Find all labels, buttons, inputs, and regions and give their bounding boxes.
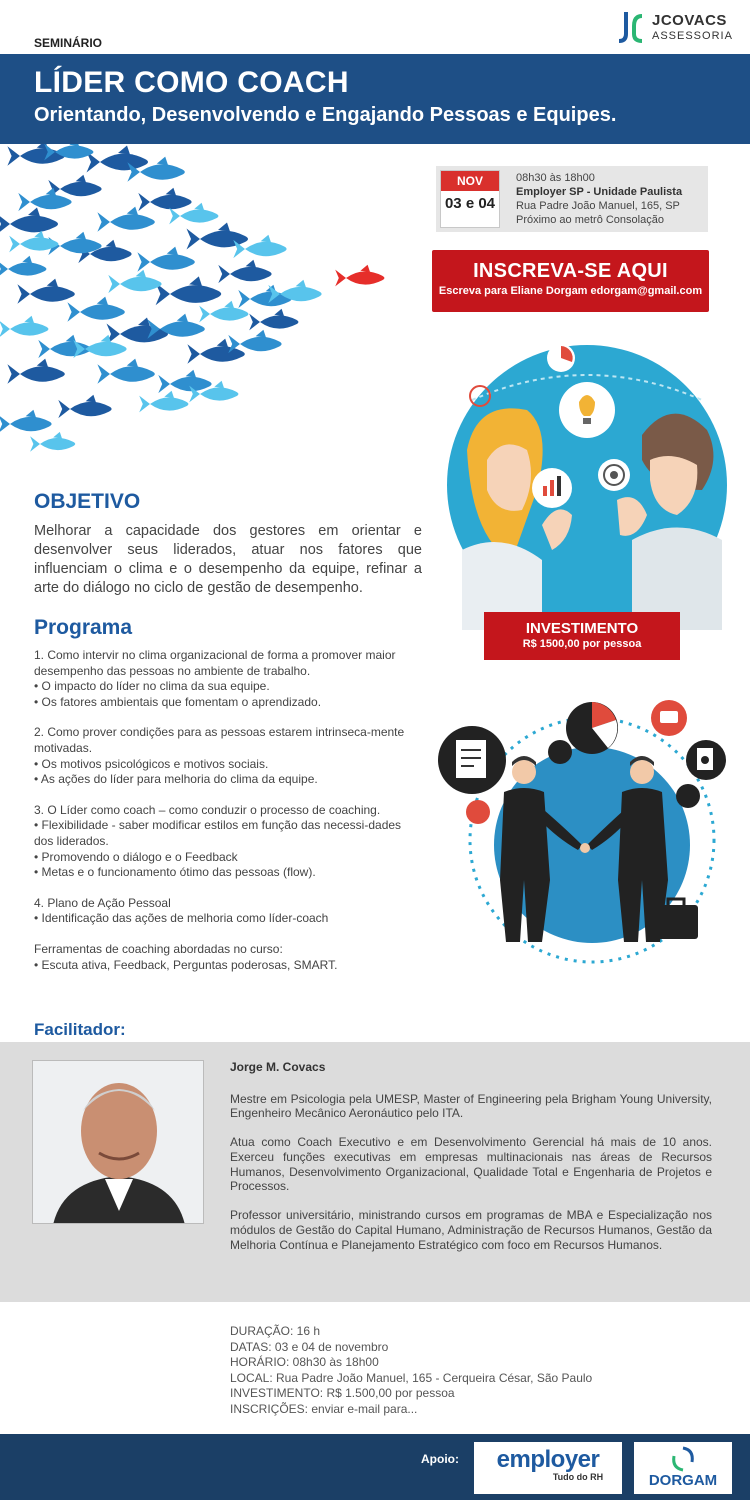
dorgam-name: DORGAM xyxy=(648,1472,718,1489)
fish-school-illustration xyxy=(0,144,400,464)
investment-value: R$ 1500,00 por pessoa xyxy=(522,638,642,650)
facilitator-title: Facilitador: xyxy=(34,1020,126,1039)
title-banner xyxy=(0,54,750,144)
event-time: 08h30 às 18h00 xyxy=(516,172,595,184)
program-line: • Flexibilidade - saber modificar estilos em função das necessi-dades dos liderados. xyxy=(34,818,402,848)
program-line: 4. Plano de Ação Pessoal xyxy=(34,895,171,910)
objective-title: OBJETIVO xyxy=(34,490,141,513)
page-title: LÍDER COMO COACH xyxy=(34,66,349,99)
register-label: INSCREVA-SE AQUI xyxy=(473,260,668,282)
investment-title: INVESTIMENTO xyxy=(525,620,639,637)
program-line: • Metas e o funcionamento ótimo das pessoas (flow). xyxy=(34,865,316,880)
summary-investment: INVESTIMENTO: R$ 1.500,00 por pessoa xyxy=(230,1386,455,1400)
program-line: • Identificação das ações de melhoria como líder-coach xyxy=(34,911,329,926)
calendar-icon xyxy=(440,170,500,228)
program-line: Ferramentas de coaching abordadas no curso: xyxy=(34,941,283,956)
seminar-label: SEMINÁRIO xyxy=(34,36,103,50)
event-venue: Employer SP - Unidade Paulista xyxy=(516,186,683,198)
logo-name: JCOVACS xyxy=(652,12,727,29)
program-line: • Os motivos psicológicos e motivos sociais. xyxy=(34,756,269,771)
facilitator-photo xyxy=(32,1060,204,1224)
employer-name: employer xyxy=(496,1446,600,1473)
program-line: 1. Como intervir no clima organizacional de forma a promover maior desempenho das pessoas no ambiente de trabalho. xyxy=(34,648,396,678)
support-label: Apoio: xyxy=(421,1452,459,1466)
program-line: • Promovendo o diálogo e o Feedback xyxy=(34,849,238,864)
program-list xyxy=(34,648,414,973)
summary-registration: INSCRIÇÕES: enviar e-mail para... xyxy=(230,1401,418,1416)
event-date-box xyxy=(436,166,708,232)
jcovacs-logo xyxy=(616,10,746,46)
program-line: 2. Como prover condições para as pessoas estarem intrinseca-mente motivadas. xyxy=(34,725,405,755)
employer-tagline: Tudo do RH xyxy=(552,1472,604,1482)
event-address: Rua Padre João Manuel, 165, SP xyxy=(516,200,680,212)
program-title: Programa xyxy=(34,616,133,639)
summary-duration: DURAÇÃO: 16 h xyxy=(230,1324,321,1338)
sponsor-footer xyxy=(0,1434,750,1500)
register-note: Escreva para Eliane Dorgam edorgam@gmail.com xyxy=(438,285,703,297)
calendar-month: NOV xyxy=(441,171,499,191)
coaching-circle-illustration xyxy=(442,340,732,630)
bio-paragraph: Mestre em Psicologia pela UMESP, Master of Engineering pela Brigham Young University, Engenheiro Mecânico Aeronáutico pelo ITA. xyxy=(230,1091,712,1121)
event-info xyxy=(516,171,682,227)
program-line: • O impacto do líder no clima da sua equipe. xyxy=(34,679,270,694)
handshake-illustration xyxy=(432,680,740,980)
facilitator-name: Jorge M. Covacs xyxy=(230,1060,326,1074)
jc-logo-icon xyxy=(616,10,646,44)
objective-text: Melhorar a capacidade dos gestores em orientar e desenvolver seus liderados, atuar nos fatores que influenciam o clima e o desempenho da equipe, refinar a arte do diálogo no ciclo de gestão de desempenho. xyxy=(34,523,422,596)
calendar-days: 03 e 04 xyxy=(444,195,496,212)
program-line: • Os fatores ambientais que fomentam o aprendizado. xyxy=(34,694,322,709)
program-line: • As ações do líder para melhoria do clima da equipe. xyxy=(34,772,318,787)
dorgam-logo[interactable] xyxy=(634,1442,732,1494)
page-subtitle: Orientando, Desenvolvendo e Engajando Pessoas e Equipes. xyxy=(34,104,617,126)
employer-logo[interactable] xyxy=(474,1442,622,1494)
logo-sub: ASSESSORIA xyxy=(652,30,733,42)
event-near: Próximo ao metrô Consolação xyxy=(516,214,664,226)
summary-time: HORÁRIO: 08h30 às 18h00 xyxy=(230,1355,379,1369)
summary-location: LOCAL: Rua Padre João Manuel, 165 - Cerqueira César, São Paulo xyxy=(230,1370,593,1385)
summary-dates: DATAS: 03 e 04 de novembro xyxy=(230,1339,389,1354)
program-line: • Escuta ativa, Feedback, Perguntas poderosas, SMART. xyxy=(34,957,338,972)
program-line: 3. O Líder como coach – como conduzir o processo de coaching. xyxy=(34,802,381,817)
register-button[interactable] xyxy=(432,250,709,312)
bio-paragraph: Atua como Coach Executivo e em Desenvolvimento Gerencial há mais de 10 anos. Exerceu funções executivas em empresas multinacionais nas áreas de Recursos Humanos, Desenvolvimento Organizacional, Qualidade Total e Engenharia de Projetos e Processos. xyxy=(230,1135,712,1194)
investment-badge xyxy=(484,612,680,660)
bio-paragraph: Professor universitário, ministrando cursos em programas de MBA e Especialização nos módulos de Gestão do Capital Humano, Administração de Recursos Humanos, Gestão da Melhoria Contínua e Planejamento Estratégico com foco em Recursos Humanos. xyxy=(230,1208,712,1252)
event-summary xyxy=(230,1324,592,1417)
dorgam-mark-icon xyxy=(670,1446,696,1472)
facilitator-bio xyxy=(230,1060,712,1267)
